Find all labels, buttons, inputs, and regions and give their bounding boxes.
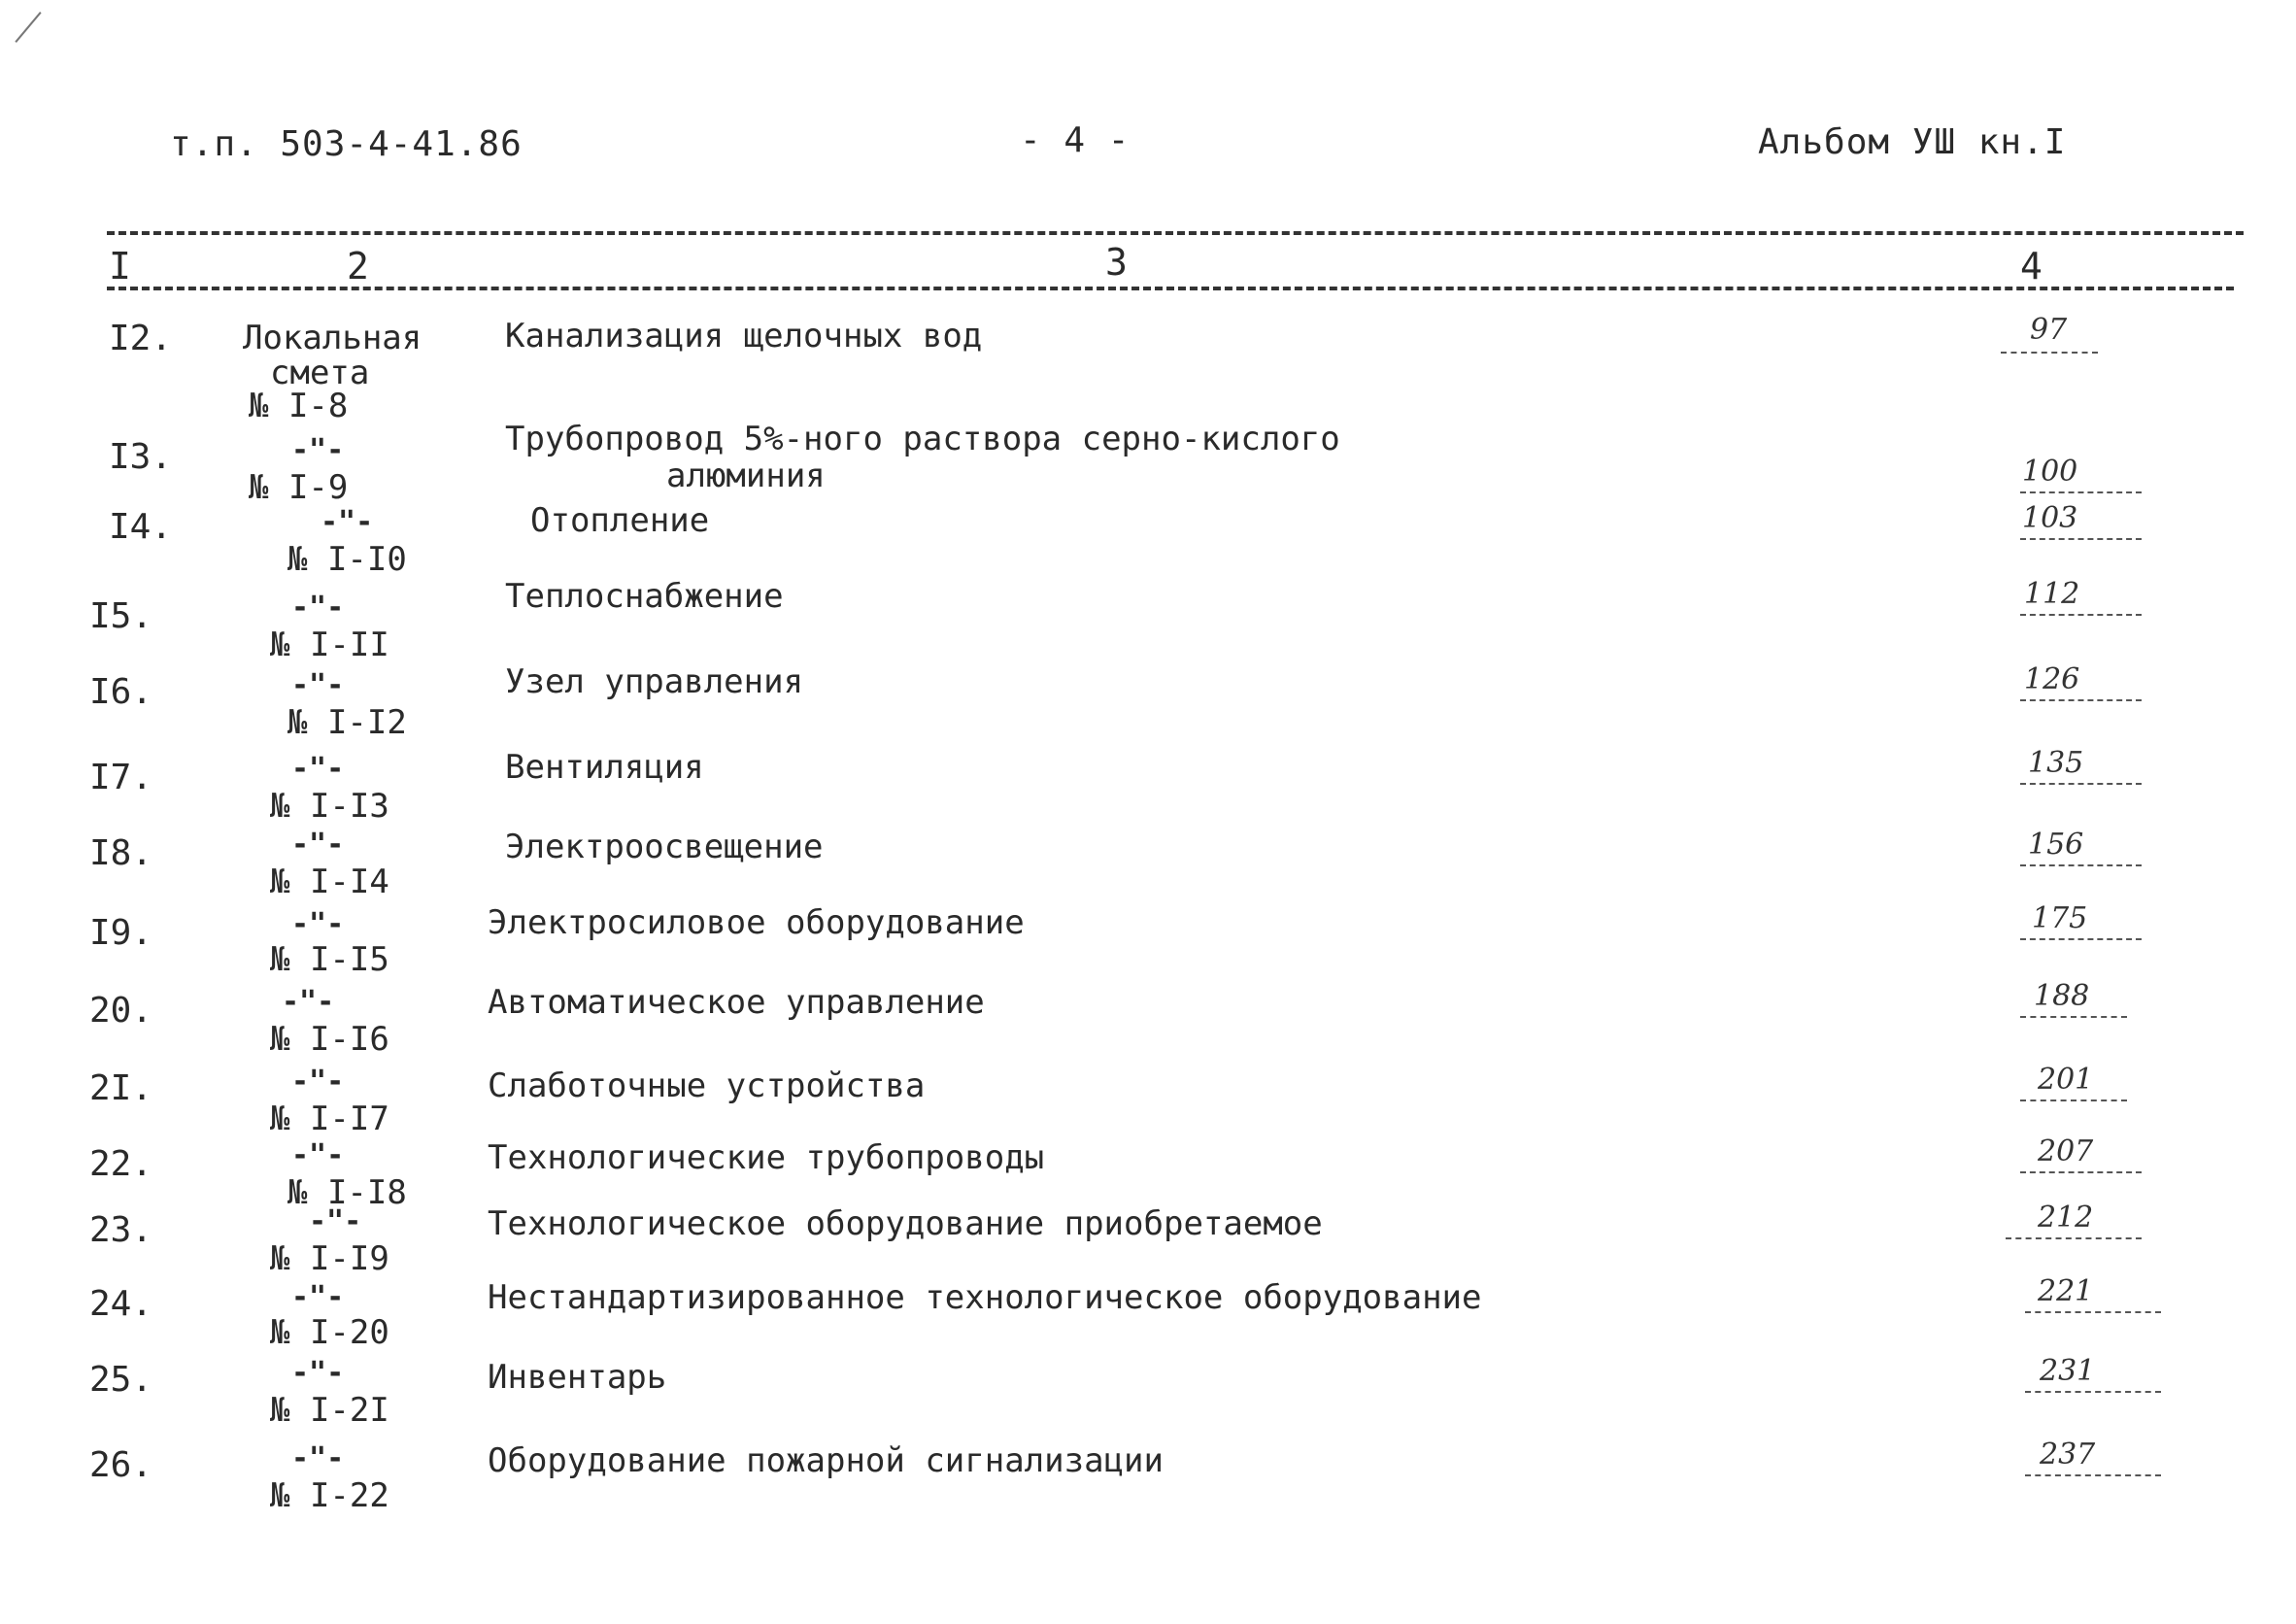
page-ref-underline [2025, 1474, 2161, 1476]
page-ref: 175 [2032, 901, 2088, 935]
page-ref: 207 [2038, 1134, 2094, 1168]
page-ref: 156 [2028, 828, 2084, 862]
page-ref-underline [2020, 699, 2142, 701]
page-ref-underline [2001, 352, 2098, 354]
page-ref-underline [2020, 1171, 2142, 1173]
ditto-mark: -"- [291, 433, 345, 467]
row-number: I3. [109, 437, 173, 477]
row-number: I6. [89, 672, 153, 712]
estimate-ref: № I-8 [249, 387, 349, 425]
page-ref: 201 [2038, 1063, 2094, 1097]
row-description: Узел управления [505, 662, 804, 701]
page-number: - 4 - [1020, 120, 1131, 160]
page-ref: 126 [2024, 662, 2080, 696]
page-ref: 212 [2038, 1201, 2094, 1235]
row-description: Технологические трубопроводы [488, 1138, 1045, 1177]
page-ref-underline [2020, 1100, 2127, 1101]
table-header-rule [107, 287, 2234, 290]
ditto-mark: -"- [321, 505, 374, 539]
row-description: Теплоснабжение [505, 577, 784, 616]
row-number: I4. [109, 507, 173, 547]
page-ref: 97 [2030, 313, 2068, 347]
page-ref-underline [2020, 538, 2142, 540]
row-description: Вентиляция [505, 748, 704, 787]
page-ref: 188 [2034, 979, 2090, 1013]
estimate-ref: № I-I2 [287, 703, 407, 742]
estimate-ref: № I-22 [270, 1476, 389, 1515]
row-description: Автоматическое управление [488, 983, 985, 1022]
row-number: I7. [89, 758, 153, 797]
page-ref-underline [2020, 1016, 2127, 1018]
page-ref: 237 [2040, 1438, 2096, 1472]
page-ref-underline [2020, 938, 2142, 940]
row-description: Слаботочные устройства [488, 1066, 926, 1105]
row-number: 25. [89, 1360, 153, 1400]
row-description: Электросиловое оборудование [488, 903, 1025, 942]
estimate-ref: № I-I8 [287, 1173, 407, 1212]
page-ref-underline [2006, 1237, 2142, 1239]
row-number: I9. [89, 913, 153, 953]
ditto-mark: -"- [291, 668, 345, 702]
ditto-mark: -"- [291, 1065, 345, 1099]
ditto-mark: -"- [291, 752, 345, 786]
row-number: I8. [89, 833, 153, 873]
column-number-3: 3 [1105, 241, 1128, 284]
row-description: Инвентарь [488, 1358, 667, 1397]
row-number: I2. [109, 319, 173, 358]
row-number: I5. [89, 596, 153, 636]
row-description: Трубопровод 5%-ного раствора серно-кислого [505, 420, 1340, 458]
estimate-ref: № I-2I [270, 1391, 389, 1430]
doc-code: т.п. 503-4-41.86 [170, 124, 523, 164]
estimate-ref: № I-I3 [270, 787, 389, 826]
ditto-mark: -"- [291, 828, 345, 862]
row-description: Электроосвещение [505, 828, 824, 866]
estimate-type-line1: Локальная [243, 319, 422, 357]
page-ref-underline [2020, 864, 2142, 866]
pencil-mark [15, 12, 41, 43]
ditto-mark: -"- [291, 907, 345, 941]
ditto-mark: -"- [291, 1138, 345, 1172]
page-ref: 103 [2022, 501, 2078, 535]
album-label: Альбом УШ кн.I [1758, 122, 2067, 162]
page-ref: 135 [2028, 746, 2084, 780]
ditto-mark: -"- [282, 985, 335, 1019]
page-ref-underline [2020, 614, 2142, 616]
estimate-ref: № I-I0 [287, 540, 407, 579]
page-ref-underline [2020, 491, 2142, 493]
page-ref: 112 [2024, 577, 2080, 611]
estimate-type-line2: смета [270, 354, 370, 392]
page-ref-underline [2025, 1311, 2161, 1313]
ditto-mark: -"- [309, 1204, 362, 1238]
row-description: Отопление [530, 501, 710, 540]
row-number: 2I. [89, 1068, 153, 1108]
column-number-1: I [109, 245, 131, 288]
row-number: 23. [89, 1210, 153, 1250]
estimate-ref: № I-20 [270, 1313, 389, 1352]
table-top-rule [107, 231, 2244, 235]
page-ref: 231 [2040, 1354, 2096, 1388]
estimate-ref: № I-I5 [270, 940, 389, 979]
row-description-line2: алюминия [666, 457, 826, 495]
estimate-ref: № I-I4 [270, 863, 389, 901]
column-number-4: 4 [2020, 245, 2043, 288]
ditto-mark: -"- [291, 591, 345, 625]
ditto-mark: -"- [291, 1441, 345, 1475]
row-description: Оборудование пожарной сигнализации [488, 1441, 1164, 1480]
row-number: 24. [89, 1284, 153, 1324]
row-number: 20. [89, 991, 153, 1031]
row-description: Технологическое оборудование приобретаемое [488, 1204, 1323, 1243]
column-number-2: 2 [347, 245, 369, 288]
page-ref-underline [2020, 783, 2142, 785]
estimate-ref: № I-I7 [270, 1100, 389, 1138]
row-number: 22. [89, 1144, 153, 1184]
page-ref: 221 [2038, 1274, 2094, 1308]
row-number: 26. [89, 1445, 153, 1485]
estimate-ref: № I-I6 [270, 1020, 389, 1059]
ditto-mark: -"- [291, 1356, 345, 1390]
page-ref: 100 [2022, 455, 2078, 489]
row-description: Нестандартизированное технологическое оборудование [488, 1278, 1482, 1317]
page-ref-underline [2025, 1391, 2161, 1393]
row-description: Канализация щелочных вод [505, 317, 983, 355]
estimate-ref: № I-9 [249, 468, 349, 507]
estimate-ref: № I-I9 [270, 1239, 389, 1278]
ditto-mark: -"- [291, 1280, 345, 1314]
estimate-ref: № I-II [270, 626, 389, 664]
